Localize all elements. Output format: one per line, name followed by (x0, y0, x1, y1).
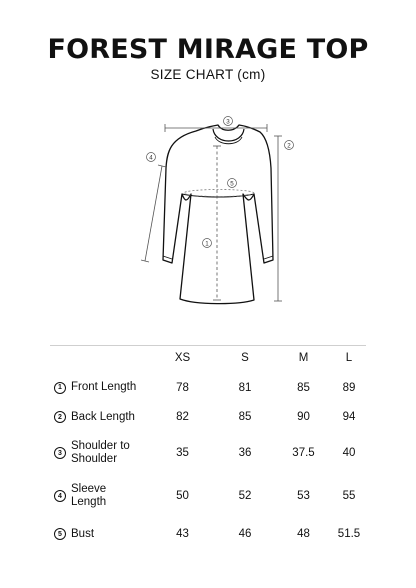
cell-s: 52 (238, 490, 252, 502)
cell-xs: 43 (176, 528, 189, 540)
cell-m: 48 (297, 528, 310, 540)
marker-2: 2 (287, 142, 291, 150)
cell-s: 36 (238, 447, 252, 459)
marker-5: 5 (230, 180, 234, 188)
cell-l: 51.5 (337, 528, 361, 540)
row-label: Bust (71, 527, 95, 540)
size-table (50, 346, 366, 553)
cell-xs: 78 (176, 381, 189, 394)
row-label: Back Length (71, 410, 135, 423)
table-row (50, 429, 366, 477)
cell-l: 40 (342, 447, 356, 459)
cell-l: 94 (342, 411, 356, 423)
table-row (50, 405, 366, 429)
row-label: Sleeve Length (71, 483, 107, 508)
row-label: Shoulder to Shoulder (71, 440, 130, 465)
cell-s: 85 (238, 411, 252, 423)
table-row (50, 370, 366, 405)
measure-sleeve (145, 166, 162, 261)
header-m: M (298, 352, 309, 364)
cell-s: 46 (238, 528, 252, 540)
row-number-badge: 3 (54, 447, 66, 459)
table-header-row (50, 346, 366, 370)
header-l: L (345, 352, 353, 364)
row-number-badge: 2 (54, 411, 66, 423)
marker-3: 3 (226, 118, 230, 126)
header-xs: XS (174, 352, 191, 364)
header-empty (50, 346, 150, 370)
table-row (50, 477, 366, 515)
cell-xs: 35 (176, 447, 189, 459)
cell-m: 53 (297, 490, 310, 502)
cell-m: 37.5 (292, 447, 315, 459)
row-label: Front Length (71, 381, 137, 393)
cell-xs: 50 (176, 490, 189, 502)
cell-m: 90 (297, 411, 310, 423)
marker-4: 4 (149, 154, 153, 162)
row-number-badge: 1 (54, 382, 66, 394)
cell-l: 89 (342, 381, 356, 394)
cell-xs: 82 (176, 411, 189, 423)
dress-outline (163, 125, 273, 304)
row-number-badge: 5 (54, 528, 66, 540)
cell-s: 81 (238, 381, 252, 394)
product-title: FOREST MIRAGE TOP (47, 34, 369, 65)
marker-1: 1 (205, 240, 209, 248)
cell-m: 85 (297, 381, 310, 394)
cell-l: 55 (342, 490, 356, 502)
garment-diagram (140, 108, 310, 313)
header-s: S (241, 352, 249, 364)
size-chart-subtitle: SIZE CHART (cm) (150, 67, 266, 82)
table-row (50, 515, 366, 553)
row-number-badge: 4 (54, 490, 66, 502)
